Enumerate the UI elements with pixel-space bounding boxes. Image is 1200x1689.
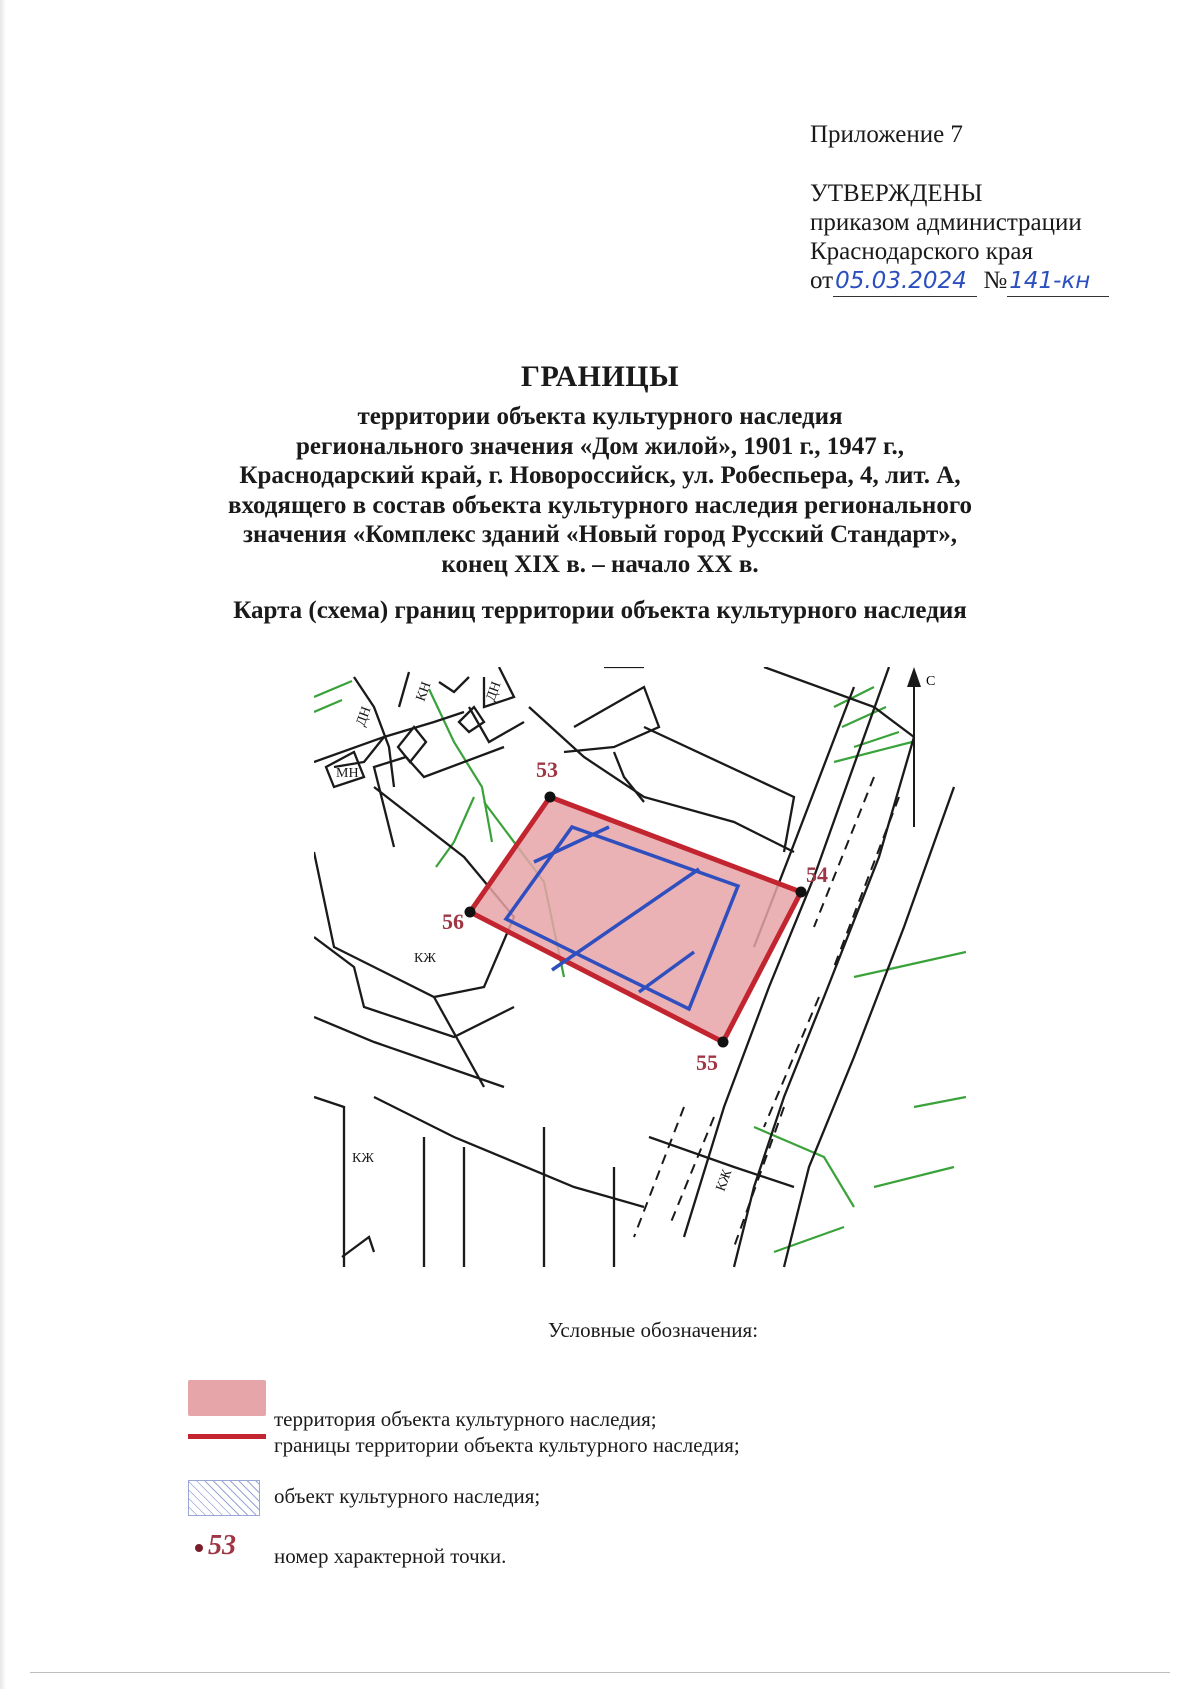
legend-item-object: объект культурного наследия; xyxy=(274,1484,541,1508)
legend-swatch-point xyxy=(188,1526,258,1566)
building-label-kzh-2: КЖ xyxy=(352,1151,374,1166)
north-label: С xyxy=(926,674,936,689)
point-56 xyxy=(465,907,476,918)
order-line-2: Краснодарского края xyxy=(810,238,1033,265)
building-label-kzh-3: КЖ xyxy=(713,1167,736,1194)
building-label-mn: МН xyxy=(336,766,359,781)
order-date-number xyxy=(810,266,1109,297)
title-line-5: значения «Комплекс зданий «Новый город Русский Стандарт», xyxy=(243,521,957,548)
title-main: ГРАНИЦЫ xyxy=(520,360,680,393)
title-line-1: территории объекта культурного наследия xyxy=(357,403,843,430)
title-line-3: Краснодарский край, г. Новороссийск, ул. Робеспьера, 4, лит. А, xyxy=(239,462,961,489)
legend-point-number: 53 xyxy=(208,1530,236,1561)
handwritten-date: 05.03.2024 xyxy=(833,267,977,297)
boundary-map xyxy=(314,667,966,1275)
order-line-1: приказом администрации xyxy=(810,209,1082,236)
legend-swatch-boundary xyxy=(188,1434,266,1439)
point-label-54: 54 xyxy=(806,862,828,887)
title-line-2: регионального значения «Дом жилой», 1901 г., 1947 г., xyxy=(295,432,905,460)
approved-label: УТВЕРЖДЕНЫ xyxy=(810,180,983,207)
point-55 xyxy=(718,1037,729,1048)
scan-edge-shadow xyxy=(0,0,6,1689)
scan-bottom-line xyxy=(30,1672,1170,1673)
legend-title: Условные обозначения: xyxy=(548,1318,759,1342)
handwritten-number: 141-кн xyxy=(1007,267,1109,297)
building-label-kn: КН xyxy=(413,679,435,704)
legend-swatch-territory xyxy=(188,1380,266,1416)
document-title xyxy=(150,360,1050,579)
title-line-4: входящего в состав объекта культурного наследия регионального xyxy=(227,491,973,519)
legend-item-territory: территория объекта культурного наследия; xyxy=(274,1407,657,1431)
legend-item-point: номер характерной точки. xyxy=(274,1544,507,1568)
heritage-territory xyxy=(470,797,801,1042)
title-line-6: конец XIX в. – начало XX в. xyxy=(441,550,759,578)
building-label-kzh-1: КЖ xyxy=(414,951,436,966)
legend-item-boundary: границы территории объекта культурного наследия; xyxy=(274,1433,740,1457)
point-label-53: 53 xyxy=(536,757,558,782)
approval-block xyxy=(810,120,1109,297)
number-prefix: № xyxy=(983,267,1008,294)
legend-swatch-object xyxy=(188,1480,260,1516)
point-54 xyxy=(796,887,807,898)
appendix-label: Приложение 7 xyxy=(810,121,963,148)
legend-point-dot xyxy=(195,1544,203,1552)
point-53 xyxy=(545,792,556,803)
building-label-dn-1: ДН xyxy=(353,704,375,729)
point-label-56: 56 xyxy=(442,909,464,934)
map-title: Карта (схема) границ территории объекта культурного наследия xyxy=(233,597,967,624)
building-label-dn-2: ДН xyxy=(483,679,505,704)
point-label-55: 55 xyxy=(696,1050,718,1075)
date-prefix: от xyxy=(810,267,834,294)
